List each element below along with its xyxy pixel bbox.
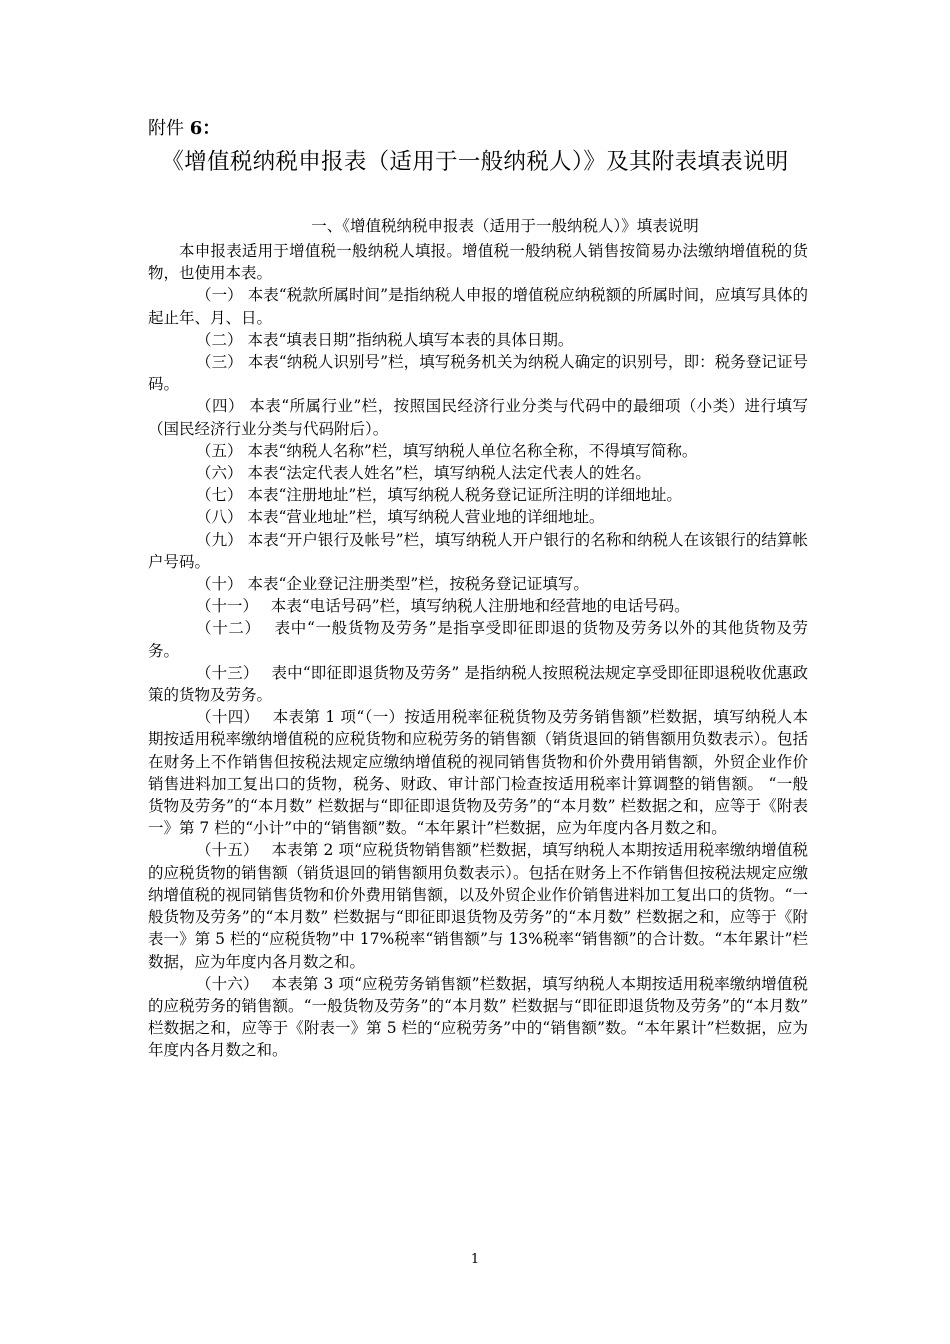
list-item: （十四） 本表第 1 项“（一）按适用税率征税货物及劳务销售额”栏数据，填写纳税人本期按适用税率缴纳增值税的应税货物和应税劳务的销售额（销货退回的销售额用负数表示）。包括在财务上不作销售但按税法规定应缴纳增值税的视同销售货物和价外费用销售额，外贸企业作价销售进料加工复出口的货物，税务、财政、审计部门检查按适用税率计算调整的销售额。 “一般货物及劳务”的“本月数” 栏数据与“即征即退货物及劳务”的“本月数” 栏数据之和，应等于《附表一》第 7 栏的“小计”中的“销售额”数。“本年累计”栏数据，应为年度内各月数之和。 — [148, 708, 808, 838]
list-item: （十五） 本表第 2 项“应税货物销售额”栏数据，填写纳税人本期按适用税率缴纳增值税的应税货物的销售额（销货退回的销售额用负数表示）。包括在财务上不作销售但按税法规定应缴纳增值税的视同销售货物和价外费用销售额，以及外贸企业作价销售进料加工复出口的货物。“一般货物及劳务”的“本月数” 栏数据与“即征即退货物及劳务”的“本月数” 栏数据之和，应等于《附表一》第 5 栏的“应税货物”中 17%税率“销售额”与 13%税率“销售额”的合计数。“本年累计”栏数据，应为年度内各月数之和。 — [148, 841, 808, 971]
list-item: （五） 本表“纳税人名称”栏，填写纳税人单位名称全称，不得填写简称。 — [196, 441, 698, 460]
list-item: （三） 本表“纳税人识别号”栏，填写税务机关为纳税人确定的识别号，即：税务登记证号码。 — [148, 353, 808, 394]
list-item: （十） 本表“企业登记注册类型”栏，按税务登记证填写。 — [196, 575, 589, 594]
list-item: （四） 本表“所属行业”栏，按照国民经济行业分类与代码中的最细项（小类）进行填写（国民经济行业分类与代码附后）。 — [148, 397, 808, 438]
list-item: （十二） 表中“一般货物及劳务”是指享受即征即退的货物及劳务以外的其他货物及劳务。 — [148, 619, 808, 660]
list-item: （十六） 本表第 3 项“应税劳务销售额”栏数据，填写纳税人本期按适用税率缴纳增值税的应税劳务的销售额。“一般货物及劳务”的“本月数” 栏数据与“即征即退货物及劳务”的“本月数” 栏数据之和，应等于《附表一》第 5 栏的“应税劳务”中的“销售额”数。“本年累计”栏数据，应为年度内各月数之和。 — [148, 974, 808, 1060]
attachment-label — [148, 114, 220, 140]
list-item: （十三） 表中“即征即退货物及劳务” 是指纳税人按照税法规定享受即征即退税收优惠政策的货物及劳务。 — [148, 663, 808, 705]
document-body — [148, 240, 808, 1062]
list-item: （一） 本表“税款所属时间”是指纳税人申报的增值税应纳税额的所属时间，应填写具体的起止年、月、日。 — [148, 286, 808, 327]
section-heading: 一、《增值税纳税申报表（适用于一般纳税人）》填表说明 — [311, 217, 699, 235]
list-item: （九） 本表“开户银行及帐号”栏，填写纳税人开户银行的名称和纳税人在该银行的结算帐户号码。 — [148, 530, 808, 571]
intro-paragraph: 本申报表适用于增值税一般纳税人填报。增值税一般纳税人销售按简易办法缴纳增值税的货物，也使用本表。 — [148, 242, 808, 283]
list-item: （十一） 本表“电话号码”栏，填写纳税人注册地和经营地的电话号码。 — [196, 597, 690, 616]
document-title: 《增值税纳税申报表（适用于一般纳税人）》及其附表填表说明 — [161, 149, 789, 175]
list-item: （八） 本表“营业地址”栏，填写纳税人营业地的详细地址。 — [196, 508, 605, 527]
attachment-prefix: 附件 — [148, 118, 184, 139]
attachment-suffix: ： — [202, 118, 221, 139]
list-item: （七） 本表“注册地址”栏，填写纳税人税务登记证所注明的详细地址。 — [196, 486, 682, 505]
page-number: 1 — [470, 1252, 480, 1267]
attachment-number: 6 — [189, 118, 203, 139]
list-item: （六） 本表“法定代表人姓名”栏，填写纳税人法定代表人的姓名。 — [196, 464, 651, 483]
list-item: （二） 本表“填表日期”指纳税人填写本表的具体日期。 — [196, 330, 574, 349]
